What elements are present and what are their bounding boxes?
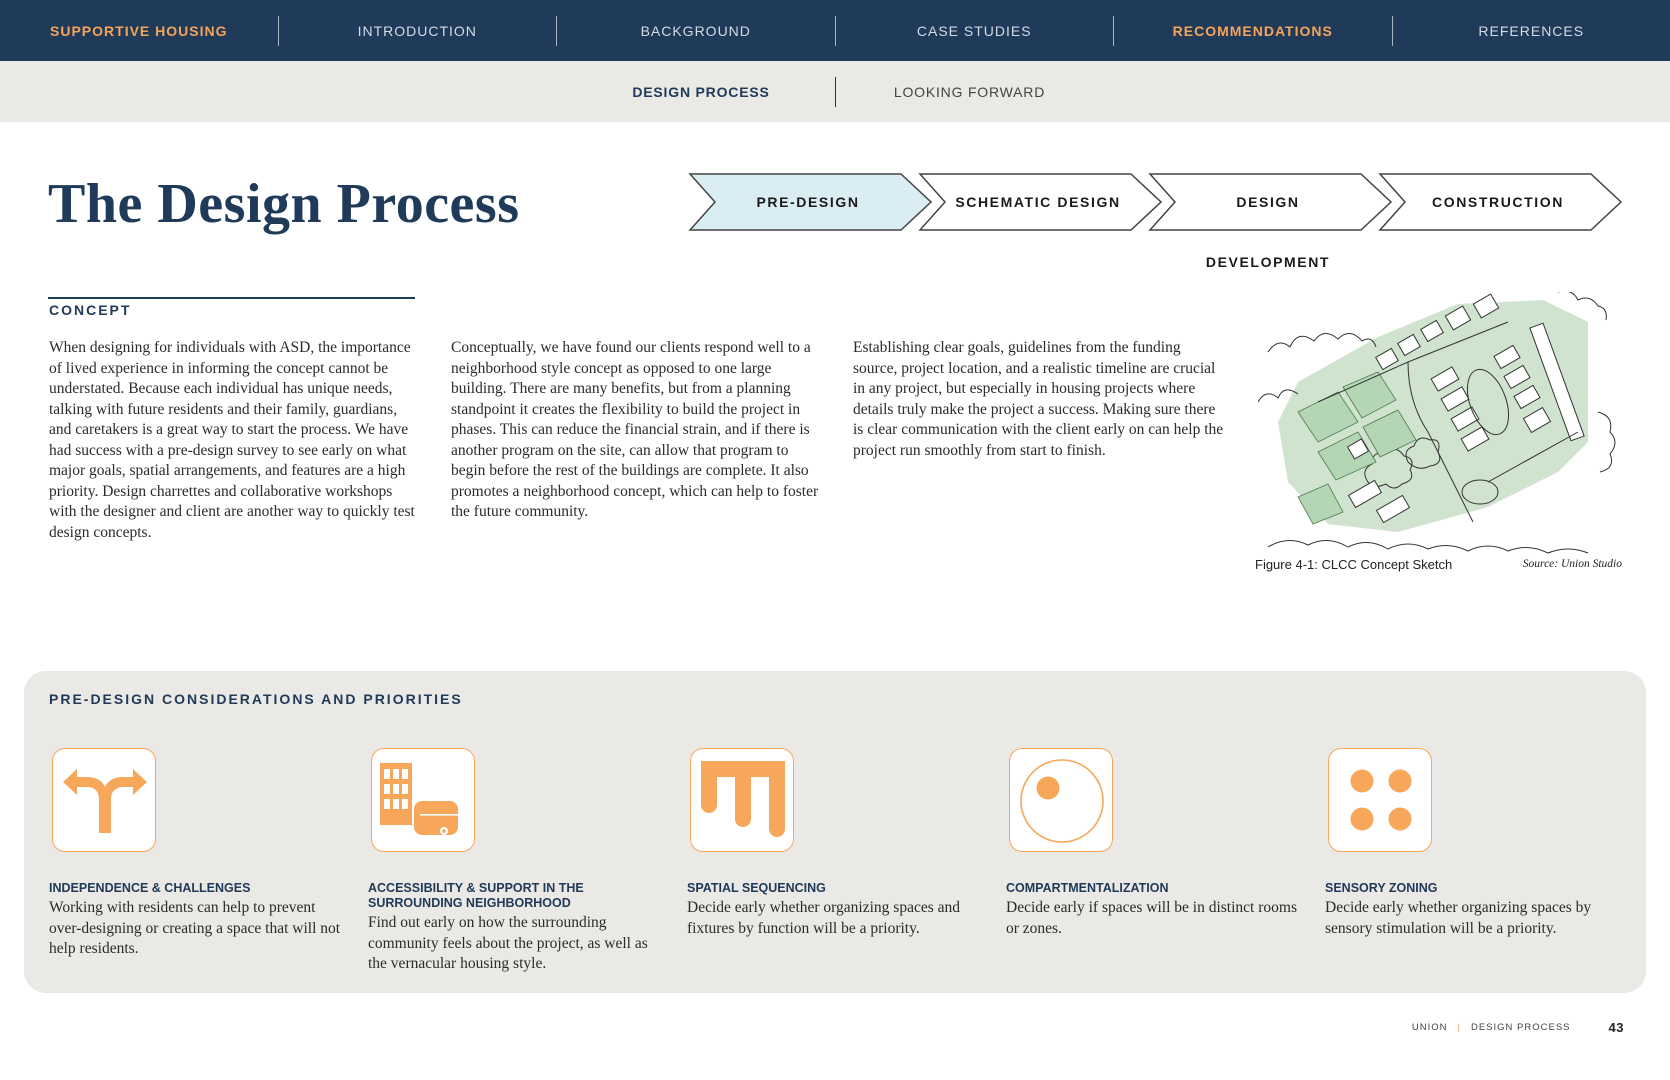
- sequence-bars-icon: [690, 748, 794, 852]
- priority-card-sensory-zoning: [1325, 748, 1625, 939]
- nav-item-references[interactable]: REFERENCES: [1392, 16, 1670, 46]
- building-bus-icon: [371, 748, 475, 852]
- nav-item-background[interactable]: BACKGROUND: [556, 16, 835, 46]
- step-design-development[interactable]: DESIGN DEVELOPMENT: [1205, 194, 1331, 270]
- figure-source: Source: Union Studio: [1522, 558, 1622, 570]
- card-title: SENSORY ZONING: [1325, 881, 1438, 895]
- card-description: Working with residents can help to prevent over-designing or creating a space that will not help residents.: [49, 899, 341, 957]
- card-title: COMPARTMENTALIZATION: [1006, 881, 1169, 895]
- subnav-item-looking-forward[interactable]: LOOKING FORWARD: [835, 77, 1103, 107]
- page-footer: [1412, 1020, 1624, 1035]
- footer-separator: |: [1457, 1022, 1461, 1033]
- card-description: Decide early whether organizing spaces by sensory stimulation will be a priority.: [1325, 899, 1592, 937]
- concept-sketch-figure: [1258, 292, 1624, 554]
- concept-divider: [48, 297, 415, 299]
- priorities-heading: PRE-DESIGN CONSIDERATIONS AND PRIORITIES: [49, 691, 463, 707]
- footer-brand: UNION: [1411, 1022, 1448, 1033]
- step-schematic-design[interactable]: SCHEMATIC DESIGN: [955, 194, 1121, 210]
- page-number: 43: [1608, 1020, 1624, 1035]
- priority-card-accessibility: [368, 748, 668, 975]
- card-title: SPATIAL SEQUENCING: [687, 881, 826, 895]
- concept-heading: CONCEPT: [49, 302, 132, 318]
- four-dots-icon: [1328, 748, 1432, 852]
- circle-dot-icon: [1009, 748, 1113, 852]
- card-title: ACCESSIBILITY & SUPPORT IN THE SURROUNDING NEIGHBORHOOD: [368, 881, 584, 910]
- footer-section: DESIGN PROCESS: [1471, 1022, 1571, 1033]
- step-pre-design[interactable]: PRE-DESIGN: [756, 194, 860, 210]
- nav-item-supportive-housing[interactable]: SUPPORTIVE HOUSING: [50, 22, 228, 39]
- sub-nav: [0, 61, 1670, 122]
- site-sketch-illustration: [1258, 292, 1624, 554]
- card-description: Decide early whether organizing spaces and fixtures by function will be a priority.: [687, 899, 960, 937]
- nav-item-case-studies[interactable]: CASE STUDIES: [835, 16, 1114, 46]
- concept-paragraph-3: Establishing clear goals, guidelines from the funding source, project location, and a realistic timeline are crucial in any project, but especially in housing projects where details truly make the project a success. Making sure there is clear communication with the client early on can help the project run smoothly from start to finish.: [853, 339, 1224, 459]
- subnav-item-design-process[interactable]: DESIGN PROCESS: [632, 84, 770, 100]
- card-title: INDEPENDENCE & CHALLENGES: [49, 881, 251, 895]
- concept-paragraph-2: Conceptually, we have found our clients respond well to a neighborhood style concept as opposed to one large building. There are many benefits, but from a planning standpoint it creates the flexibility to build the project in phases. This can reduce the financial strain, and if there is another program on the site, can allow that program to begin before the rest of the buildings are complete. It also promotes a neighborhood concept, which can help to foster the future community.: [451, 339, 819, 520]
- card-description: Find out early on how the surrounding community feels about the project, as well as the vernacular housing style.: [368, 914, 648, 972]
- card-description: Decide early if spaces will be in distinct rooms or zones.: [1006, 899, 1297, 937]
- priority-card-independence: [49, 748, 349, 960]
- nav-item-recommendations[interactable]: RECOMMENDATIONS: [1113, 16, 1392, 46]
- nav-item-introduction[interactable]: INTRODUCTION: [278, 16, 557, 46]
- priority-card-compartmentalization: [1006, 748, 1306, 939]
- page-title: The Design Process: [48, 173, 520, 235]
- split-arrow-icon: [52, 748, 156, 852]
- top-nav: [0, 0, 1670, 61]
- pre-design-priorities-panel: [24, 671, 1646, 993]
- priority-card-spatial-sequencing: [687, 748, 987, 939]
- process-steps: [688, 172, 1623, 270]
- step-construction[interactable]: CONSTRUCTION: [1432, 194, 1564, 210]
- concept-paragraph-1: When designing for individuals with ASD, the importance of lived experience in informing the concept cannot be understated. Because each individual has unique needs, talking with future residents and their family, guardians, and caretakers is a great way to start the process. We have had success with a pre-design survey to see early on what major goals, spatial arrangements, and features are a high priority. Design charrettes and collaborative workshops with the designer and client are another way to quickly test design concepts.: [49, 339, 415, 541]
- figure-caption: Figure 4-1: CLCC Concept Sketch: [1255, 557, 1453, 572]
